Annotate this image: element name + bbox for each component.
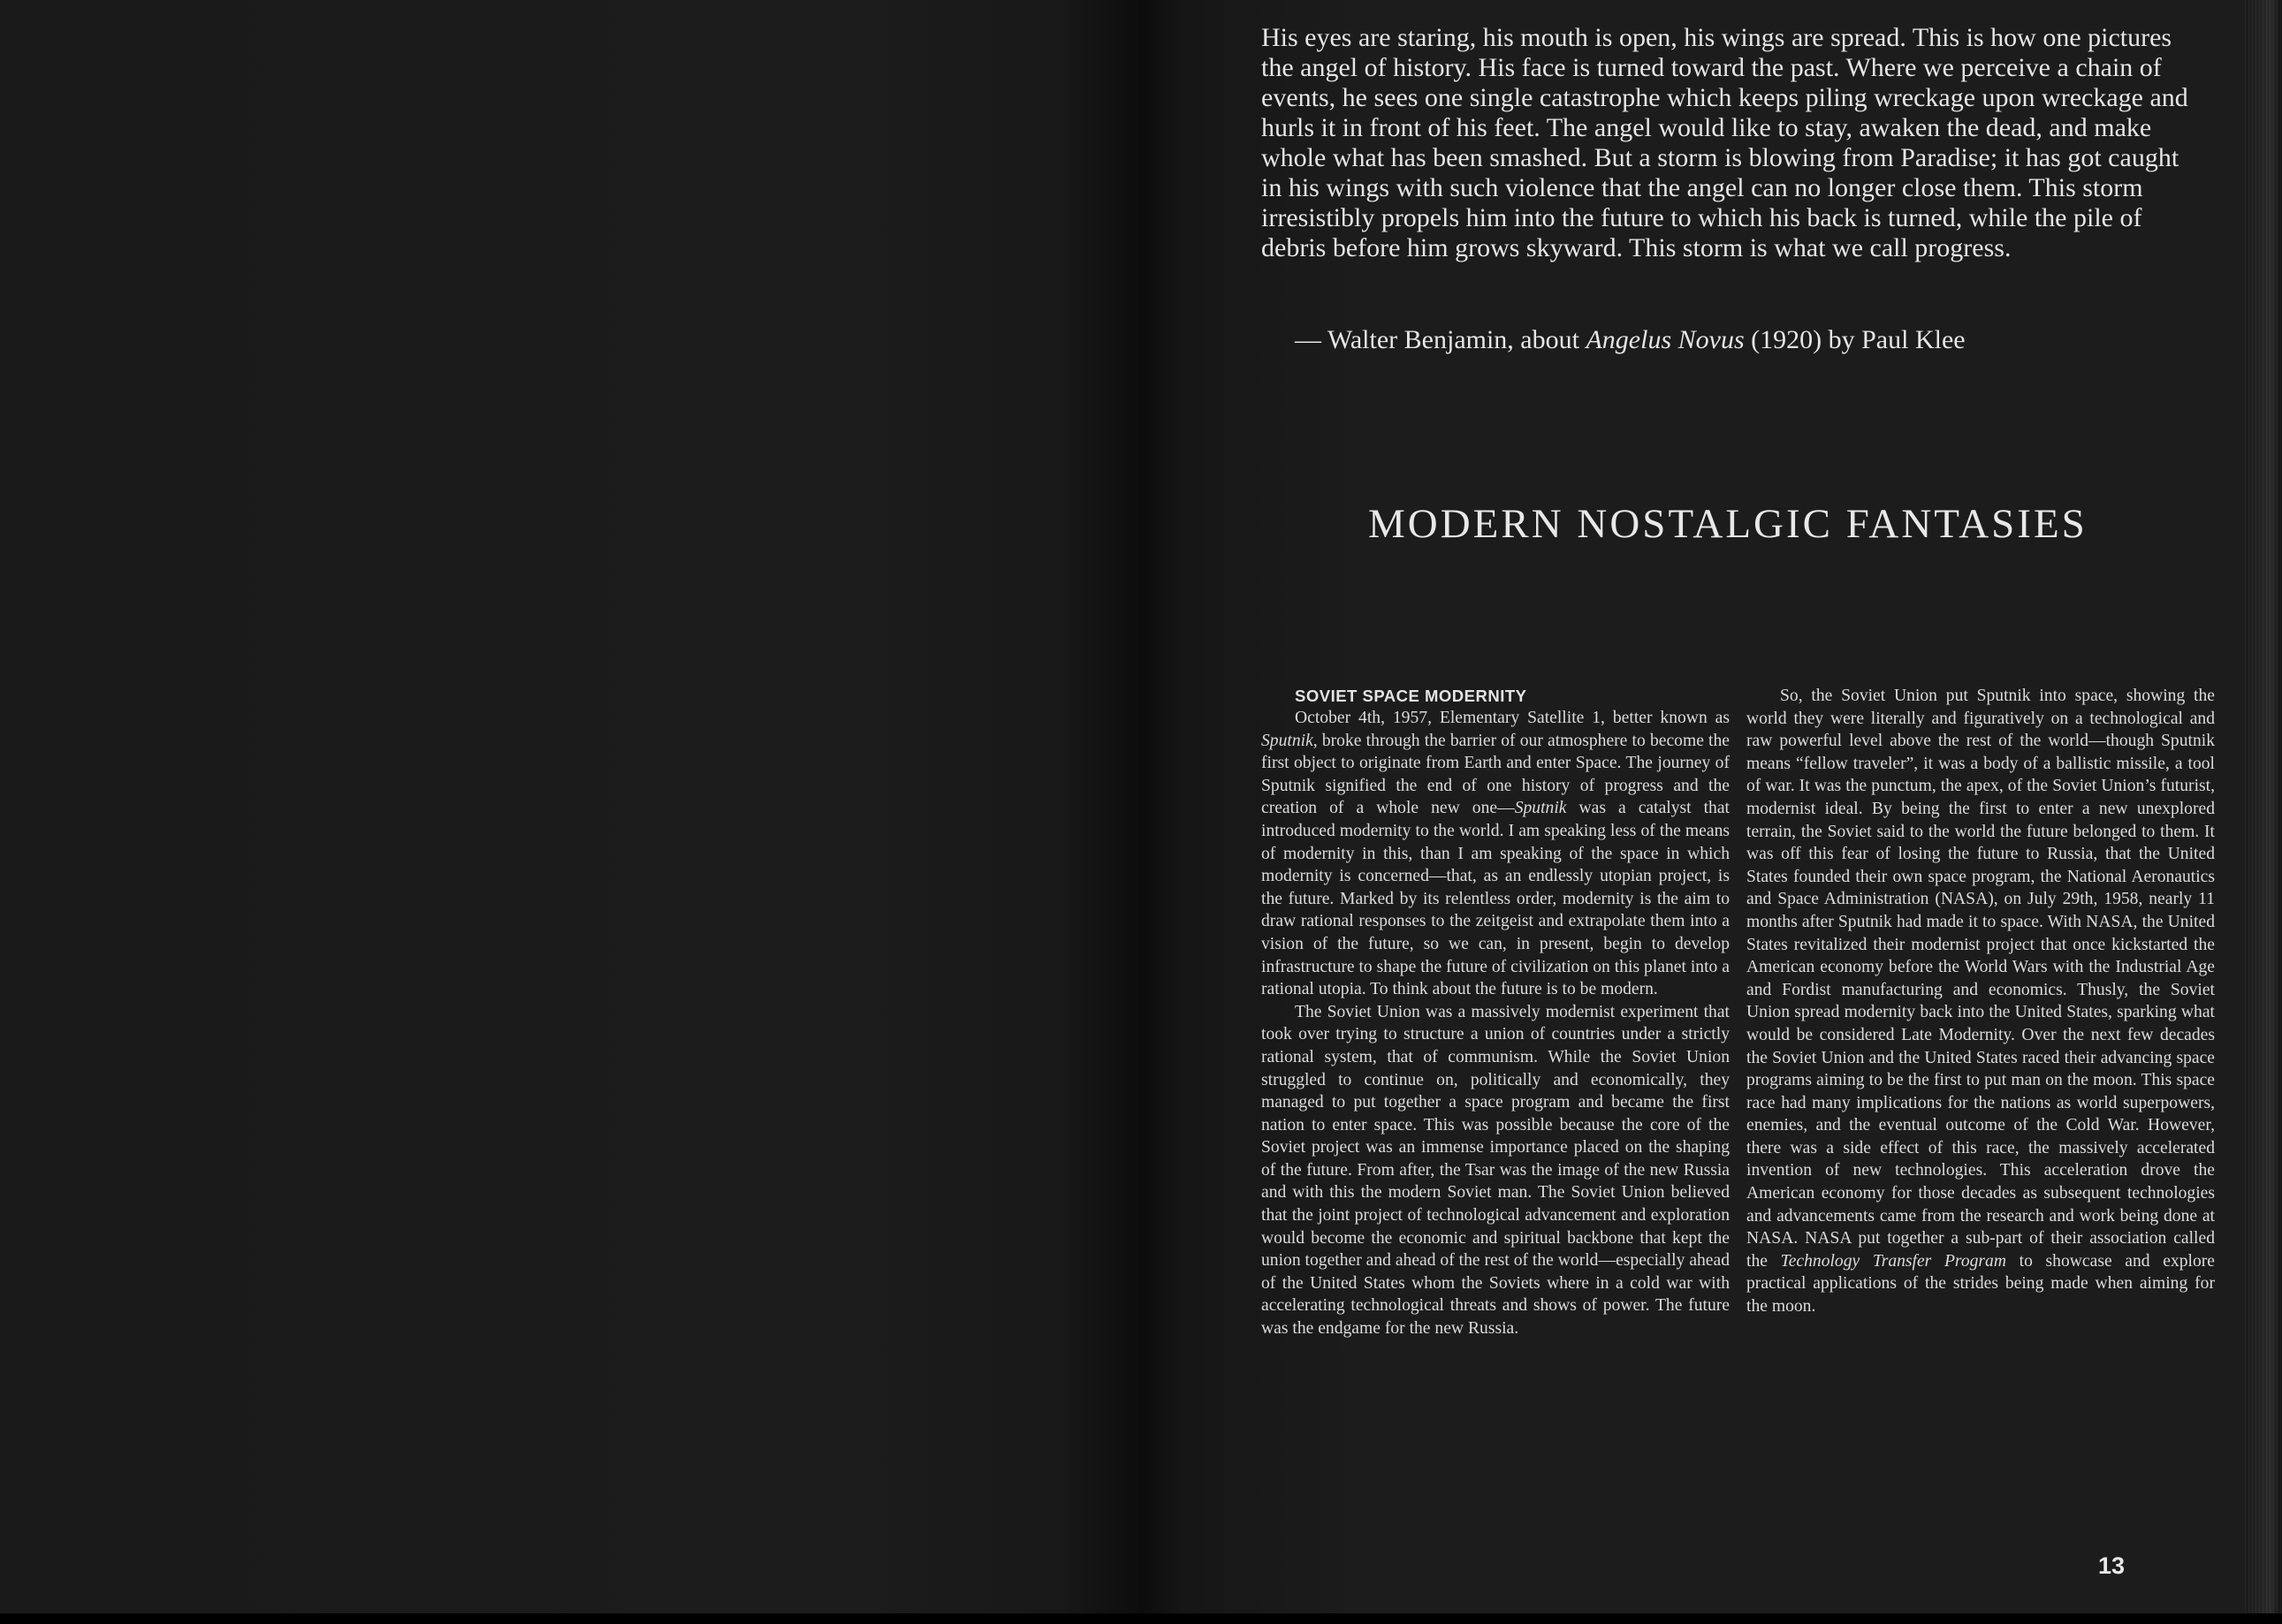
- page-edges: [2245, 0, 2282, 1617]
- text-column-right: [1746, 685, 2215, 1318]
- page-number: 13: [2098, 1552, 2126, 1579]
- epigraph-attribution: [1295, 325, 2179, 355]
- italic-term: Sputnik: [1514, 799, 1567, 818]
- body-paragraph: [1746, 685, 2215, 1318]
- attribution-suffix: (1920) by Paul Klee: [1744, 325, 1966, 354]
- italic-term: Sputnik: [1261, 731, 1313, 750]
- attribution-prefix: — Walter Benjamin, about: [1295, 325, 1586, 354]
- paragraph-text: , broke through the barrier of our atmosphere to become the first object to originate from Earth and enter Space. The journey of Sputnik signified the end of one history of progress and the creation of a whole new one—: [1261, 731, 1730, 818]
- body-paragraph: The Soviet Union was a massively modernist experiment that took over trying to structure a union of countries under a strictly rational system, that of communism. While the Soviet Union struggled to continue on, politically and economically, they managed to put together a space program and became the first nation to enter space. This was possible because the core of the Soviet project was an immense importance placed on the shaping of the future. From after, the Tsar was the image of the new Russia and with this the modern Soviet man. The Soviet Union believed that the joint project of technological advancement and exploration would become the economic and spiritual backbone that kept the union together and ahead of the rest of the world—especially ahead of the United States whom the Soviets where in a cold war with accelerating technological threats and shows of power. The future was the endgame for the new Russia.: [1261, 1002, 1730, 1339]
- paragraph-text: to showcase and explore practical applications of the strides being made when aiming for the moon.: [1746, 1251, 2215, 1317]
- italic-term: Technology Transfer Program: [1780, 1251, 2006, 1271]
- body-paragraph: [1261, 707, 1730, 1001]
- paragraph-text: October 4th, 1957, Elementary Satellite 1, better known as: [1295, 709, 1730, 727]
- left-page: [0, 0, 1140, 1617]
- chapter-title: MODERN NOSTALGIC FANTASIES: [1368, 501, 2088, 547]
- attribution-work-title: Angelus Novus: [1586, 325, 1745, 354]
- section-heading: SOVIET SPACE MODERNITY: [1295, 687, 1527, 705]
- paragraph-text: So, the Soviet Union put Sputnik into space, showing the world they were literally and figuratively on a technological and raw powerful level above the rest of the world—though Sputnik means “fellow traveler”, it was a body of a ballistic missile, a tool of war. It was the punctum, the apex, of the Soviet Union’s futurist, modernist ideal. By being the first to enter a new unexplored terrain, the Soviet said to the world the future belonged to them. It was off this fear of losing the future to Russia, that the United States founded their own space program, the National Aeronautics and Space Administration (NASA), on July 29th, 1958, nearly 11 months after Sputnik had made it to space. With NASA, the United States revitalized their modernist project that once kickstarted the American economy before the World Wars with the Industrial Age and Fordist manufacturing and economics. Thusly, the Soviet Union spread modernity back into the United States, sparking what would be considered Late Modernity. Over the next few decades the Soviet Union and the United States raced their advancing space programs aiming to be the first to put man on the moon. This space race had many implications for the nations as world superpowers, enemies, and the eventual outcome of the Cold War. However, there was a side effect of this race, the massively accelerated invention of new technologies. This acceleration drove the American economy for those decades as subsequent technologies and advancements came from the research and work being done at NASA. NASA put together a sub-part of their association called the: [1746, 687, 2215, 1271]
- bottom-shadow: [0, 1613, 2282, 1624]
- epigraph-quote: His eyes are staring, his mouth is open, his wings are spread. This is how one pictures the angel of history. His face is turned toward the past. Where we perceive a chain of events, he sees one single catastrophe which keeps piling wreckage upon wreckage and hurls it in front of his feet. The angel would like to stay, awaken the dead, and make whole what has been smashed. But a storm is blowing from Paradise; it has got caught in his wings with such violence that the angel can no longer close them. This storm irresistibly propels him into the future to which his back is turned, while the pile of debris before him grows skyward. This storm is what we call progress.: [1261, 23, 2188, 262]
- paragraph-text: was a catalyst that introduced modernity to the world. I am speaking less of the means of modernity in this, than I am speaking of the space in which modernity is concerned—that, as an endlessly utopian project, is the future. Marked by its relentless order, modernity is the aim to draw rational responses to the zeitgeist and extrapolate them into a vision of the future, so we can, in present, begin to develop infrastructure to shape the future of civilization on this planet into a rational utopia. To think about the future is to be modern.: [1261, 799, 1730, 999]
- text-column-left: [1261, 685, 1730, 1340]
